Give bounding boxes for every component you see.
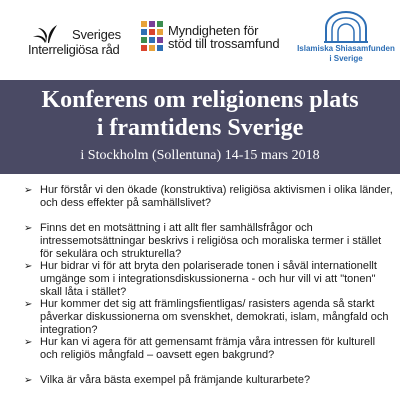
logo-sveriges-interreligiosa-rad — [26, 20, 126, 60]
plant-icon — [30, 22, 64, 44]
logo-sst-line2: stöd till trossamfund — [168, 36, 280, 51]
conference-title-line1: Konferens om religionens plats — [41, 87, 359, 113]
question-text: Hur kommer det sig att främlingsfientligas/ rasisters agenda så starkt påverkar diskussionerna om svenskhet, demokrati, islam, mångfald och integration? — [40, 298, 389, 336]
arrow-bullet-icon: ➢ — [24, 261, 33, 272]
logo-myndigheten-stod-trossamfund — [140, 20, 280, 60]
logo-sir-line1: Sveriges — [72, 27, 121, 42]
title-banner — [0, 80, 400, 174]
logo-iss-line1: Islamiska Shiasamfunden — [297, 44, 395, 53]
logo-strip — [0, 0, 400, 80]
question-text: Hur bidrar vi för att bryta den polariserade tonen i såväl internationellt umgänge som i integrationsdiskussionerna - och hur vill vi att "tonen" skall låta i stället? — [40, 260, 377, 298]
question-text: Vilka är våra bästa exempel på främjande kulturarbete? — [40, 374, 311, 386]
question-text: Hur förstår vi den ökade (konstruktiva) religiösa aktivismen i olika länder, och dess effekter på samhällslivet? — [40, 184, 393, 209]
conference-location-date: i Stockholm (Sollentuna) 14-15 mars 2018 — [80, 148, 320, 163]
symbols-grid-icon — [140, 20, 164, 52]
arrow-bullet-icon: ➢ — [24, 185, 33, 196]
question-list — [0, 184, 400, 400]
dome-emblem-icon — [322, 10, 370, 44]
logo-sir-line2: Interreligiösa råd — [28, 42, 120, 57]
arrow-bullet-icon: ➢ — [24, 375, 33, 386]
arrow-bullet-icon: ➢ — [24, 299, 33, 310]
arrow-bullet-icon: ➢ — [24, 223, 33, 234]
question-text: Finns det en motsättning i att allt fler samhällsfrågor och intressemotsättningar beskrivs i religiösa och moraliska termer i stället för sekulära och strukturella? — [40, 222, 382, 260]
logo-iss-line2: i Sverige — [329, 54, 363, 63]
question-text: Hur kan vi agera för att gemensamt främja våra intressen för kulturell och religiös mångfald – oavsett egen bakgrund? — [40, 336, 376, 361]
logo-sst-line1: Myndigheten för — [168, 23, 259, 38]
logo-islamiska-shiasamfunden — [292, 10, 400, 70]
conference-title-line2: i framtidens Sverige — [96, 115, 304, 141]
arrow-bullet-icon: ➢ — [24, 337, 33, 348]
